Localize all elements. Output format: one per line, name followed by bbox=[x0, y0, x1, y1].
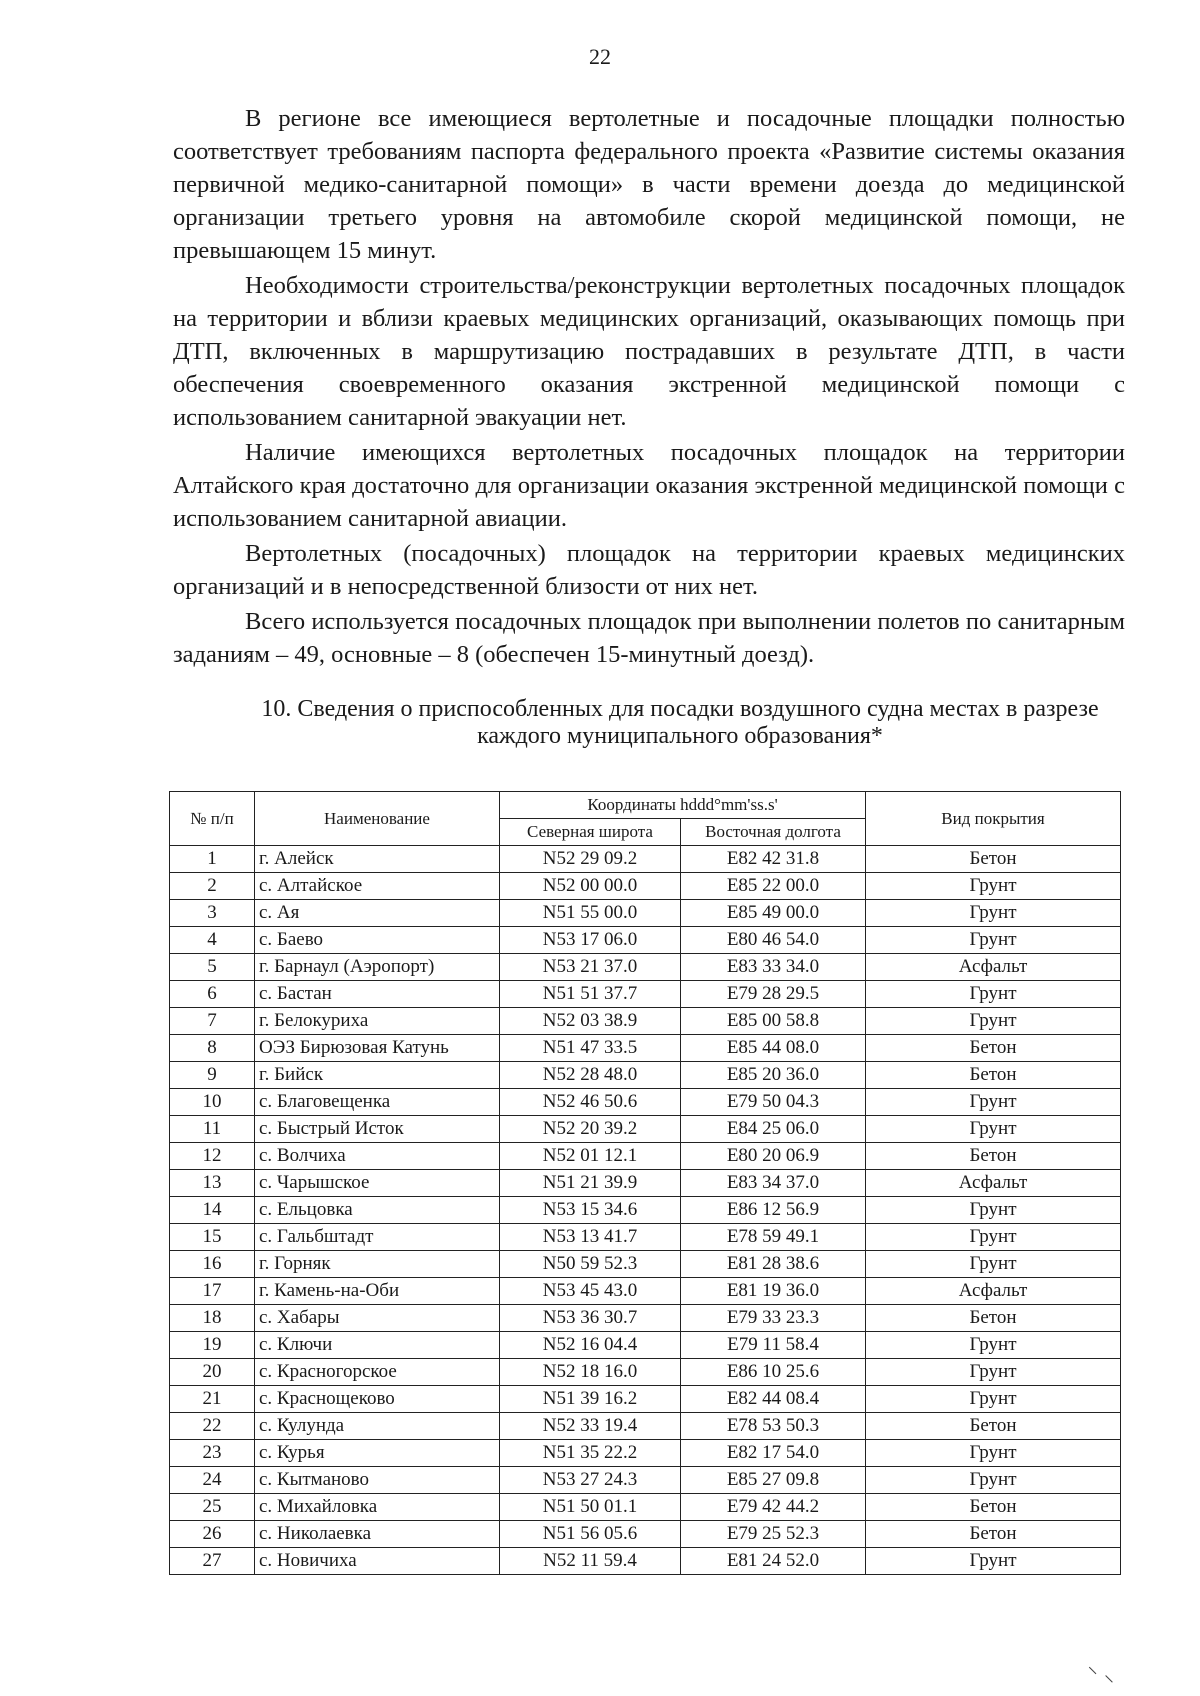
cell-name: с. Кытманово bbox=[255, 1467, 500, 1494]
corner-mark: ⸌ ⸜ bbox=[1087, 1662, 1114, 1686]
cell-surface: Бетон bbox=[866, 1143, 1121, 1170]
cell-lat: N52 18 16.0 bbox=[500, 1359, 681, 1386]
table-row bbox=[170, 1008, 1121, 1035]
cell-name: с. Курья bbox=[255, 1440, 500, 1467]
cell-lat: N52 33 19.4 bbox=[500, 1413, 681, 1440]
cell-name: с. Благовещенка bbox=[255, 1089, 500, 1116]
cell-lon: E80 46 54.0 bbox=[681, 927, 866, 954]
cell-lat: N50 59 52.3 bbox=[500, 1251, 681, 1278]
body-text bbox=[173, 102, 1125, 673]
cell-num: 4 bbox=[170, 927, 255, 954]
cell-lon: E86 10 25.6 bbox=[681, 1359, 866, 1386]
cell-num: 21 bbox=[170, 1386, 255, 1413]
cell-lon: E78 59 49.1 bbox=[681, 1224, 866, 1251]
cell-num: 15 bbox=[170, 1224, 255, 1251]
table-row bbox=[170, 1467, 1121, 1494]
cell-num: 9 bbox=[170, 1062, 255, 1089]
cell-name: с. Алтайское bbox=[255, 873, 500, 900]
cell-num: 26 bbox=[170, 1521, 255, 1548]
cell-name: с. Краснощеково bbox=[255, 1386, 500, 1413]
cell-lon: E82 44 08.4 bbox=[681, 1386, 866, 1413]
cell-surface: Грунт bbox=[866, 1008, 1121, 1035]
cell-num: 14 bbox=[170, 1197, 255, 1224]
cell-name: с. Чарышское bbox=[255, 1170, 500, 1197]
cell-name: с. Быстрый Исток bbox=[255, 1116, 500, 1143]
cell-surface: Грунт bbox=[866, 1548, 1121, 1575]
cell-surface: Грунт bbox=[866, 1386, 1121, 1413]
header-coords: Координаты hddd°mm'ss.s' bbox=[500, 792, 866, 819]
cell-lon: E79 50 04.3 bbox=[681, 1089, 866, 1116]
cell-surface: Бетон bbox=[866, 1494, 1121, 1521]
cell-lon: E78 53 50.3 bbox=[681, 1413, 866, 1440]
table-row bbox=[170, 1251, 1121, 1278]
paragraph: Наличие имеющихся вертолетных посадочных площадок на территории Алтайского края достаточно для организации оказания экстренной медицинской помощи с использованием санитарной авиации. bbox=[173, 439, 1125, 532]
header-surface: Вид покрытия bbox=[866, 792, 1121, 846]
cell-name: с. Михайловка bbox=[255, 1494, 500, 1521]
cell-num: 11 bbox=[170, 1116, 255, 1143]
cell-surface: Грунт bbox=[866, 1359, 1121, 1386]
cell-name: с. Хабары bbox=[255, 1305, 500, 1332]
cell-name: с. Николаевка bbox=[255, 1521, 500, 1548]
header-name: Наименование bbox=[255, 792, 500, 846]
cell-lon: E79 28 29.5 bbox=[681, 981, 866, 1008]
cell-surface: Бетон bbox=[866, 1305, 1121, 1332]
table-row bbox=[170, 1197, 1121, 1224]
cell-surface: Грунт bbox=[866, 1224, 1121, 1251]
cell-surface: Грунт bbox=[866, 1116, 1121, 1143]
cell-name: с. Бастан bbox=[255, 981, 500, 1008]
cell-lon: E79 42 44.2 bbox=[681, 1494, 866, 1521]
table-row bbox=[170, 846, 1121, 873]
cell-name: с. Красногорское bbox=[255, 1359, 500, 1386]
cell-lon: E85 44 08.0 bbox=[681, 1035, 866, 1062]
cell-lat: N51 55 00.0 bbox=[500, 900, 681, 927]
table-row bbox=[170, 981, 1121, 1008]
cell-num: 3 bbox=[170, 900, 255, 927]
table-row bbox=[170, 900, 1121, 927]
cell-num: 25 bbox=[170, 1494, 255, 1521]
cell-lon: E84 25 06.0 bbox=[681, 1116, 866, 1143]
cell-surface: Грунт bbox=[866, 927, 1121, 954]
cell-lat: N52 16 04.4 bbox=[500, 1332, 681, 1359]
cell-lon: E85 00 58.8 bbox=[681, 1008, 866, 1035]
cell-num: 6 bbox=[170, 981, 255, 1008]
cell-lon: E86 12 56.9 bbox=[681, 1197, 866, 1224]
landing-sites-table bbox=[169, 791, 1121, 1575]
paragraph: Вертолетных (посадочных) площадок на территории краевых медицинских организаций и в непосредственной близости от них нет. bbox=[173, 540, 1125, 600]
cell-surface: Грунт bbox=[866, 873, 1121, 900]
table-row bbox=[170, 1170, 1121, 1197]
cell-num: 24 bbox=[170, 1467, 255, 1494]
cell-lon: E80 20 06.9 bbox=[681, 1143, 866, 1170]
header-lat: Северная широта bbox=[500, 819, 681, 846]
cell-lat: N53 45 43.0 bbox=[500, 1278, 681, 1305]
cell-lat: N53 36 30.7 bbox=[500, 1305, 681, 1332]
cell-surface: Бетон bbox=[866, 1413, 1121, 1440]
cell-num: 5 bbox=[170, 954, 255, 981]
table-row bbox=[170, 1035, 1121, 1062]
table-row bbox=[170, 1494, 1121, 1521]
cell-name: с. Гальбштадт bbox=[255, 1224, 500, 1251]
cell-num: 19 bbox=[170, 1332, 255, 1359]
cell-lat: N52 11 59.4 bbox=[500, 1548, 681, 1575]
cell-lat: N52 20 39.2 bbox=[500, 1116, 681, 1143]
cell-num: 7 bbox=[170, 1008, 255, 1035]
table-row bbox=[170, 954, 1121, 981]
cell-lat: N51 47 33.5 bbox=[500, 1035, 681, 1062]
cell-surface: Грунт bbox=[866, 1440, 1121, 1467]
cell-name: г. Белокуриха bbox=[255, 1008, 500, 1035]
cell-num: 13 bbox=[170, 1170, 255, 1197]
cell-surface: Грунт bbox=[866, 1467, 1121, 1494]
cell-surface: Грунт bbox=[866, 1251, 1121, 1278]
cell-surface: Бетон bbox=[866, 1035, 1121, 1062]
cell-lat: N53 21 37.0 bbox=[500, 954, 681, 981]
cell-num: 23 bbox=[170, 1440, 255, 1467]
cell-name: с. Новичиха bbox=[255, 1548, 500, 1575]
cell-lon: E82 42 31.8 bbox=[681, 846, 866, 873]
cell-lat: N51 21 39.9 bbox=[500, 1170, 681, 1197]
cell-lon: E81 28 38.6 bbox=[681, 1251, 866, 1278]
cell-lon: E79 33 23.3 bbox=[681, 1305, 866, 1332]
table-row bbox=[170, 1332, 1121, 1359]
cell-lon: E85 20 36.0 bbox=[681, 1062, 866, 1089]
section-title: 10. Сведения о приспособленных для посадки воздушного судна местах в разрезе каждого муниципального образования* bbox=[261, 696, 1099, 749]
cell-surface: Бетон bbox=[866, 1521, 1121, 1548]
cell-num: 8 bbox=[170, 1035, 255, 1062]
table-row bbox=[170, 1116, 1121, 1143]
cell-num: 1 bbox=[170, 846, 255, 873]
cell-surface: Асфальт bbox=[866, 1170, 1121, 1197]
cell-name: с. Ключи bbox=[255, 1332, 500, 1359]
cell-surface: Асфальт bbox=[866, 1278, 1121, 1305]
cell-num: 17 bbox=[170, 1278, 255, 1305]
header-num: № п/п bbox=[170, 792, 255, 846]
cell-num: 2 bbox=[170, 873, 255, 900]
table-row bbox=[170, 1305, 1121, 1332]
cell-lat: N51 56 05.6 bbox=[500, 1521, 681, 1548]
cell-name: с. Кулунда bbox=[255, 1413, 500, 1440]
cell-name: г. Бийск bbox=[255, 1062, 500, 1089]
cell-surface: Грунт bbox=[866, 981, 1121, 1008]
cell-lat: N53 27 24.3 bbox=[500, 1467, 681, 1494]
cell-surface: Грунт bbox=[866, 1089, 1121, 1116]
table-row bbox=[170, 1386, 1121, 1413]
cell-lat: N52 46 50.6 bbox=[500, 1089, 681, 1116]
cell-num: 27 bbox=[170, 1548, 255, 1575]
table-row bbox=[170, 1359, 1121, 1386]
cell-name: ОЭЗ Бирюзовая Катунь bbox=[255, 1035, 500, 1062]
cell-lon: E82 17 54.0 bbox=[681, 1440, 866, 1467]
cell-lat: N51 35 22.2 bbox=[500, 1440, 681, 1467]
cell-lon: E85 22 00.0 bbox=[681, 873, 866, 900]
cell-lat: N53 15 34.6 bbox=[500, 1197, 681, 1224]
cell-lat: N52 03 38.9 bbox=[500, 1008, 681, 1035]
cell-name: г. Алейск bbox=[255, 846, 500, 873]
cell-surface: Грунт bbox=[866, 1332, 1121, 1359]
cell-num: 18 bbox=[170, 1305, 255, 1332]
table-body bbox=[170, 846, 1121, 1575]
page-number: 22 bbox=[589, 44, 611, 69]
cell-lon: E79 25 52.3 bbox=[681, 1521, 866, 1548]
table-row bbox=[170, 1089, 1121, 1116]
cell-num: 12 bbox=[170, 1143, 255, 1170]
table-row bbox=[170, 1413, 1121, 1440]
cell-lon: E85 49 00.0 bbox=[681, 900, 866, 927]
cell-surface: Грунт bbox=[866, 1197, 1121, 1224]
cell-lat: N51 50 01.1 bbox=[500, 1494, 681, 1521]
cell-lon: E81 19 36.0 bbox=[681, 1278, 866, 1305]
cell-lat: N52 00 00.0 bbox=[500, 873, 681, 900]
paragraph: Всего используется посадочных площадок при выполнении полетов по санитарным заданиям – 49, основные – 8 (обеспечен 15-минутный доезд). bbox=[173, 608, 1125, 668]
cell-name: с. Баево bbox=[255, 927, 500, 954]
cell-lat: N53 17 06.0 bbox=[500, 927, 681, 954]
table-row bbox=[170, 1521, 1121, 1548]
paragraph: В регионе все имеющиеся вертолетные и посадочные площадки полностью соответствует требованиям паспорта федерального проекта «Развитие системы оказания первичной медико-санитарной помощи» в части времени доезда до медицинской организации третьего уровня на автомобиле скорой медицинской помощи, не превышающем 15 минут. bbox=[173, 105, 1125, 264]
table-row bbox=[170, 1143, 1121, 1170]
cell-name: с. Волчиха bbox=[255, 1143, 500, 1170]
cell-num: 16 bbox=[170, 1251, 255, 1278]
cell-lon: E81 24 52.0 bbox=[681, 1548, 866, 1575]
cell-name: с. Ая bbox=[255, 900, 500, 927]
table-row bbox=[170, 1440, 1121, 1467]
cell-lat: N52 29 09.2 bbox=[500, 846, 681, 873]
cell-surface: Бетон bbox=[866, 846, 1121, 873]
cell-lat: N52 01 12.1 bbox=[500, 1143, 681, 1170]
table-row bbox=[170, 1062, 1121, 1089]
cell-name: г. Камень-на-Оби bbox=[255, 1278, 500, 1305]
cell-surface: Асфальт bbox=[866, 954, 1121, 981]
header-lon: Восточная долгота bbox=[681, 819, 866, 846]
cell-lon: E85 27 09.8 bbox=[681, 1467, 866, 1494]
table-row bbox=[170, 1548, 1121, 1575]
cell-lat: N51 51 37.7 bbox=[500, 981, 681, 1008]
cell-name: г. Барнаул (Аэропорт) bbox=[255, 954, 500, 981]
cell-lat: N51 39 16.2 bbox=[500, 1386, 681, 1413]
cell-name: г. Горняк bbox=[255, 1251, 500, 1278]
cell-lon: E83 33 34.0 bbox=[681, 954, 866, 981]
table-row bbox=[170, 1224, 1121, 1251]
cell-lat: N52 28 48.0 bbox=[500, 1062, 681, 1089]
paragraph: Необходимости строительства/реконструкции вертолетных посадочных площадок на территории и вблизи краевых медицинских организаций, оказывающих помощь при ДТП, включенных в маршрутизацию пострадавших в результате ДТП, в части обеспечения своевременного оказания экстренной медицинской помощи с использованием санитарной эвакуации нет. bbox=[173, 272, 1125, 431]
cell-surface: Грунт bbox=[866, 900, 1121, 927]
cell-num: 20 bbox=[170, 1359, 255, 1386]
cell-lat: N53 13 41.7 bbox=[500, 1224, 681, 1251]
cell-lon: E79 11 58.4 bbox=[681, 1332, 866, 1359]
cell-lon: E83 34 37.0 bbox=[681, 1170, 866, 1197]
cell-name: с. Ельцовка bbox=[255, 1197, 500, 1224]
cell-num: 22 bbox=[170, 1413, 255, 1440]
table-row bbox=[170, 927, 1121, 954]
table-row bbox=[170, 873, 1121, 900]
cell-num: 10 bbox=[170, 1089, 255, 1116]
cell-surface: Бетон bbox=[866, 1062, 1121, 1089]
table-row bbox=[170, 1278, 1121, 1305]
